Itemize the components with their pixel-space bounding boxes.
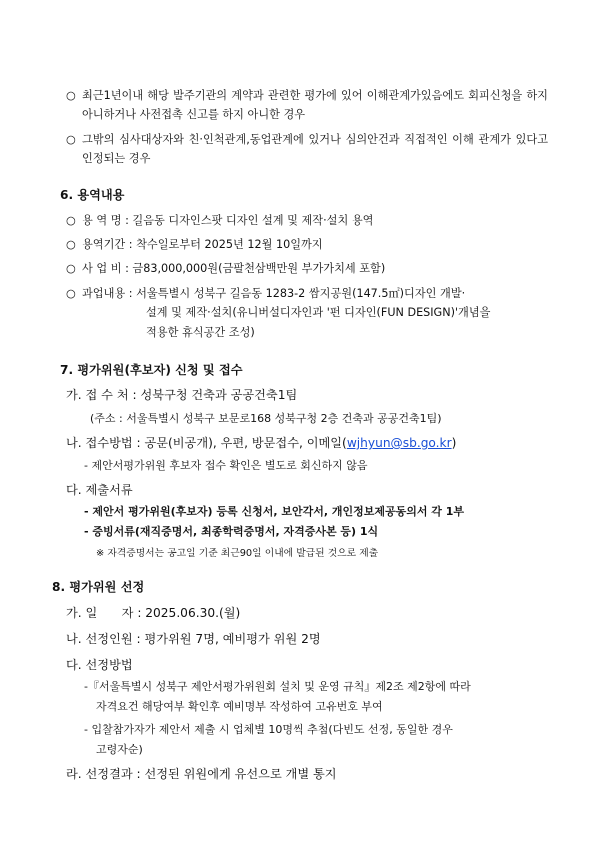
selection-count: 나. 선정인원 : 평가위원 7명, 예비평가 위원 2명 — [66, 632, 321, 646]
documents-heading: 다. 제출서류 — [66, 483, 133, 497]
documents-footnote: ※ 자격증명서는 공고일 기준 최근90일 이내에 발급된 것으로 제출 — [96, 548, 379, 559]
field-value-continued: 적용한 휴식공간 조성) — [146, 326, 255, 339]
list-item — [66, 260, 385, 276]
field-label: 과업내용 : — [82, 287, 137, 300]
field-value: 금83,000,000원(금팔천삼백만원 부가가치세 포함) — [132, 262, 386, 275]
selection-method-item-cont: 고령자순) — [96, 743, 143, 756]
selection-result: 라. 선정결과 : 선정된 위원에게 유선으로 개별 통지 — [66, 767, 337, 781]
documents-item: - 증빙서류(재직증명서, 최종학력증명서, 자격증사본 등) 1식 — [84, 525, 379, 538]
section-title: 8. 평가위원 선정 — [52, 580, 145, 594]
list-item — [66, 236, 323, 252]
selection-date: 가. 일 자 : 2025.06.30.(월) — [66, 606, 241, 620]
criteria-text: 그밖의 심사대상자와 친·인척관계,동업관계에 있거나 심의안건과 직접적인 이해 관계가 있다고 인정되는 경우 — [82, 133, 548, 165]
criteria-text: 최근1년이내 해당 발주기관의 계약과 관련한 평가에 있어 이해관계가있음에도 회피신청을 하지 아니하거나 사전접촉 신고를 하지 아니한 경우 — [82, 89, 548, 121]
circle-bullet-icon: ○ — [66, 287, 76, 300]
field-label: 용역기간 : — [82, 238, 137, 251]
circle-bullet-icon: ○ — [66, 133, 76, 146]
list-item — [66, 284, 465, 303]
selection-method-heading: 다. 선정방법 — [66, 658, 133, 672]
list-item — [66, 212, 373, 228]
list-item — [66, 130, 548, 168]
circle-bullet-icon: ○ — [66, 214, 76, 227]
selection-method-item: -『서울특별시 성북구 제안서평가위원회 설치 및 운영 규칙』제2조 제2항에 따라 — [84, 680, 471, 693]
receipt-office: 가. 접 수 처 : 성북구청 건축과 공공건축1팀 — [66, 388, 298, 402]
field-value: 길음동 디자인스팟 디자인 설계 및 제작·설치 용역 — [132, 214, 374, 227]
selection-method-item-cont: 자격요건 해당여부 확인후 예비명부 작성하여 고유번호 부여 — [96, 700, 383, 713]
field-value: 착수일로부터 2025년 12월 10일까지 — [136, 238, 323, 251]
list-item — [66, 86, 548, 124]
field-value: 서울특별시 성북구 길음동 1283-2 쌈지공원(147.5㎡)디자인 개발· — [136, 287, 466, 300]
receipt-method-text: 나. 접수방법 : 공문(비공개), 우편, 방문접수, 이메일( — [66, 436, 347, 450]
field-label: 사 업 비 : — [82, 262, 133, 275]
email-link[interactable]: wjhyun@sb.go.kr — [346, 436, 452, 450]
selection-method-item: - 입찰참가자가 제안서 제출 시 업체별 10명씩 추첨(다빈도 선정, 동일한 경우 — [84, 723, 453, 736]
field-value-continued: 설계 및 제작·설치(유니버설디자인과 '펀 디자인(FUN DESIGN)'개념을 — [146, 306, 491, 319]
receipt-method-close: ) — [451, 436, 457, 450]
receipt-address: (주소 : 서울특별시 성북구 보문로168 성북구청 2층 건축과 공공건축1팀) — [90, 412, 442, 425]
documents-item: - 제안서 평가위원(후보자) 등록 신청서, 보안각서, 개인정보제공동의서 각 1부 — [84, 505, 465, 518]
section-title: 6. 용역내용 — [60, 188, 125, 202]
circle-bullet-icon: ○ — [66, 262, 76, 275]
circle-bullet-icon: ○ — [66, 238, 76, 251]
receipt-note: - 제안서평가위원 후보자 접수 확인은 별도로 회신하지 않음 — [84, 459, 368, 472]
section-title: 7. 평가위원(후보자) 신청 및 접수 — [60, 363, 243, 377]
receipt-method — [66, 434, 456, 451]
circle-bullet-icon: ○ — [66, 89, 76, 102]
field-label: 용 역 명 : — [82, 214, 133, 227]
